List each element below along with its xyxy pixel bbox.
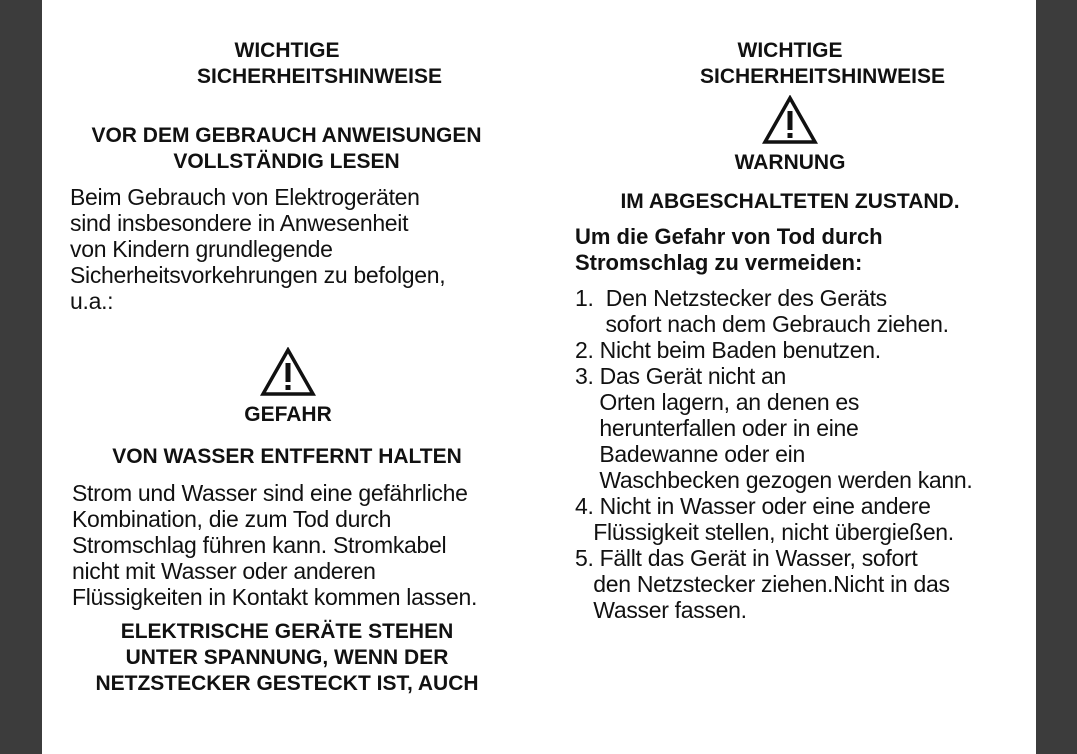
manual-page <box>42 0 1036 754</box>
water-heading: VON WASSER ENTFERNT HALTEN <box>112 445 462 468</box>
list-item: 1. Den Netzstecker des Geräts sofort nach dem Gebrauch ziehen. <box>575 285 949 337</box>
warning-icon <box>762 95 818 145</box>
danger-warning-icon <box>260 347 316 397</box>
list-item: 2. Nicht beim Baden benutzen. <box>575 337 881 363</box>
list-item: 4. Nicht in Wasser oder eine andere Flüssigkeit stellen, nicht übergießen. <box>575 493 954 545</box>
right-title: WICHTIGE SICHERHEITSHINWEISE <box>700 39 946 88</box>
list-item: 5. Fällt das Gerät in Wasser, sofort den Netzstecker ziehen.Nicht in das Wasser fassen. <box>575 545 950 623</box>
left-title: WICHTIGE SICHERHEITSHINWEISE <box>197 39 443 88</box>
read-instructions-heading: VOR DEM GEBRAUCH ANWEISUNGEN VOLLSTÄNDIG LESEN <box>91 124 482 173</box>
water-text: Strom und Wasser sind eine gefährliche Kombination, die zum Tod durch Stromschlag führen kann. Stromkabel nicht mit Wasser oder anderen Flüssigkeiten in Kontakt kommen lassen. <box>72 480 478 610</box>
switched-off-heading: IM ABGESCHALTETEN ZUSTAND. <box>620 190 960 213</box>
safety-steps-list <box>575 285 1030 623</box>
hazard-subheading: Um die Gefahr von Tod durch Stromschlag zu vermeiden: <box>575 224 883 275</box>
intro-text: Beim Gebrauch von Elektrogeräten sind insbesondere in Anwesenheit von Kindern grundlegende Sicherheitsvorkehrungen zu befolgen, u.a.: <box>70 184 446 314</box>
voltage-heading: ELEKTRISCHE GERÄTE STEHEN UNTER SPANNUNG, WENN DER NETZSTECKER GESTECKT IST, AUCH <box>95 620 479 695</box>
danger-label: GEFAHR <box>244 403 332 426</box>
list-item: 3. Das Gerät nicht an Orten lagern, an denen es herunterfallen oder in eine Badewanne oder ein Waschbecken gezogen werden kann. <box>575 363 973 493</box>
warning-label: WARNUNG <box>734 151 846 174</box>
